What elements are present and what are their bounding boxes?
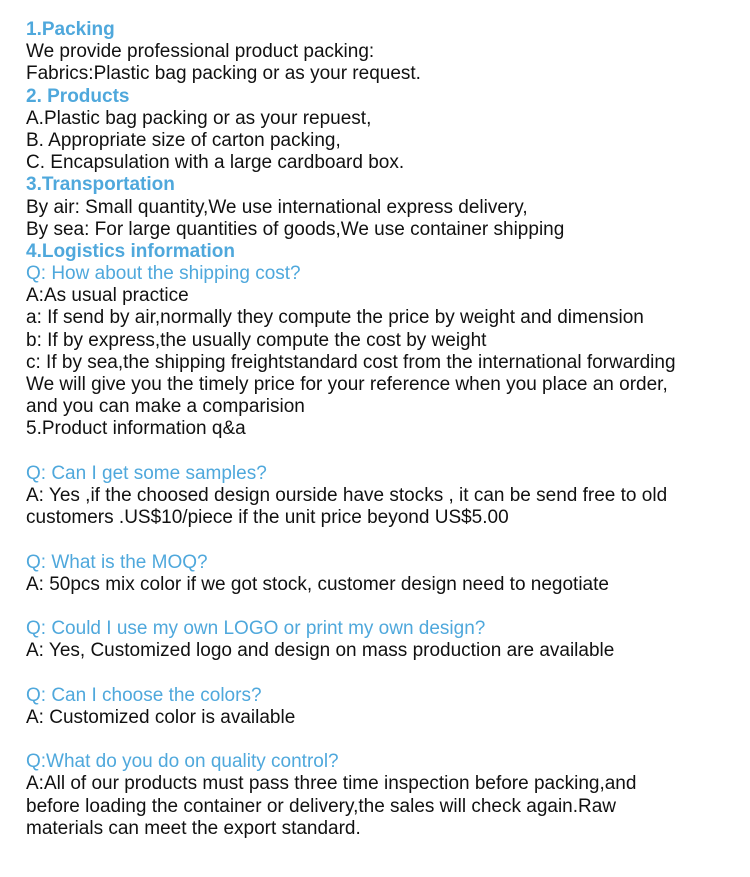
faq-question: Q: Can I get some samples? — [26, 462, 267, 484]
section-heading-logistics: 4.Logistics information — [26, 240, 236, 262]
logistics-line: We will give you the timely price for your reference when you place an order, — [26, 374, 668, 395]
faq-question: Q: Can I choose the colors? — [26, 684, 262, 706]
document-body — [26, 19, 746, 840]
products-line: C. Encapsulation with a large cardboard box. — [26, 152, 405, 174]
spacer — [26, 662, 746, 684]
spacer — [26, 596, 746, 618]
faq-answer: materials can meet the export standard. — [26, 817, 361, 839]
logistics-line: and you can make a comparision — [26, 396, 305, 418]
products-line: B. Appropriate size of carton packing, — [26, 129, 341, 151]
section-heading-transportation: 3.Transportation — [26, 174, 175, 196]
faq-question: Q: Could I use my own LOGO or print my own design? — [26, 618, 486, 640]
section-heading-product-qa: 5.Product information q&a — [26, 418, 246, 440]
spacer — [26, 441, 746, 463]
logistics-line: a: If send by air,normally they compute the price by weight and dimension — [26, 307, 644, 329]
faq-answer: A: 50pcs mix color if we got stock, customer design need to negotiate — [26, 573, 609, 595]
logistics-line: b: If by express,the usually compute the cost by weight — [26, 329, 487, 351]
section-heading-packing: 1.Packing — [26, 19, 115, 40]
transportation-line: By air: Small quantity,We use international express delivery, — [26, 196, 528, 218]
faq-question: Q: How about the shipping cost? — [26, 263, 301, 285]
spacer — [26, 529, 746, 551]
transportation-line: By sea: For large quantities of goods,We use container shipping — [26, 218, 565, 240]
faq-answer: A: Yes ,if the choosed design ourside have stocks , it can be send free to old — [26, 484, 668, 506]
faq-answer: A:All of our products must pass three time inspection before packing,and — [26, 773, 637, 795]
faq-question: Q: What is the MOQ? — [26, 551, 208, 573]
faq-answer: A: Yes, Customized logo and design on mass production are available — [26, 640, 615, 662]
faq-answer: customers .US$10/piece if the unit price beyond US$5.00 — [26, 507, 509, 529]
section-heading-products: 2. Products — [26, 85, 130, 107]
faq-question: Q:What do you do on quality control? — [26, 751, 339, 773]
faq-answer: before loading the container or delivery,the sales will check again.Raw — [26, 795, 617, 817]
faq-answer: A: Customized color is available — [26, 706, 296, 728]
logistics-line: A:As usual practice — [26, 285, 189, 307]
products-line: A.Plastic bag packing or as your repuest, — [26, 107, 372, 129]
spacer — [26, 729, 746, 751]
packing-line: We provide professional product packing: — [26, 41, 375, 63]
packing-line: Fabrics:Plastic bag packing or as your request. — [26, 63, 421, 85]
logistics-line: c: If by sea,the shipping freightstandard cost from the international forwarding — [26, 351, 676, 373]
